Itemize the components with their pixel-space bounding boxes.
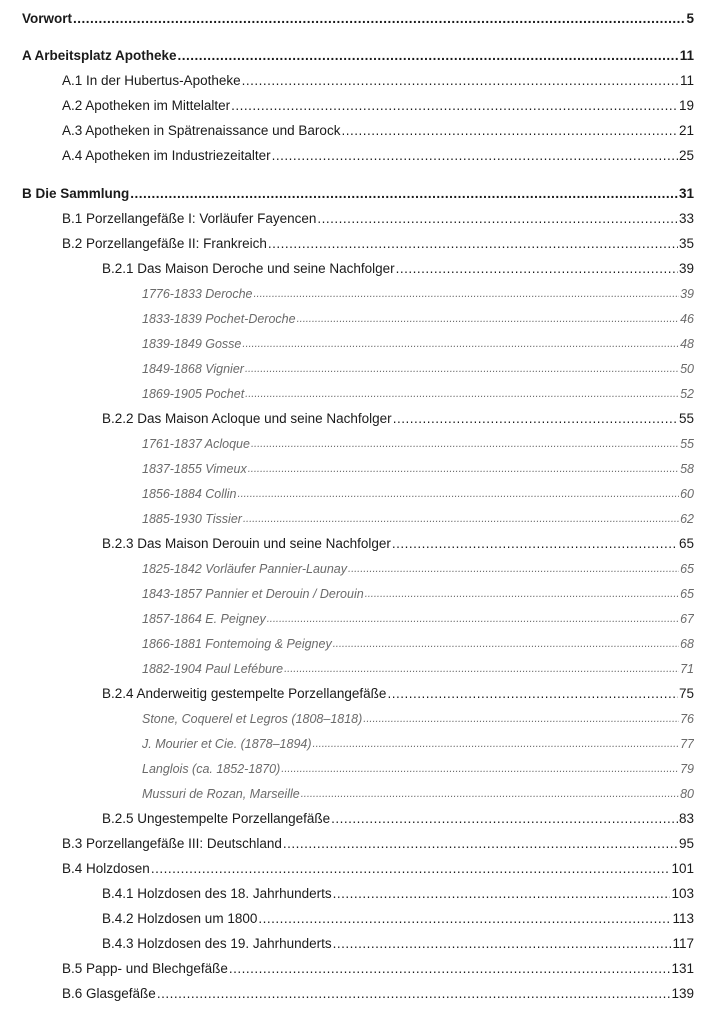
toc-entry-page: 62 — [680, 512, 694, 526]
toc-entry-page: 11 — [679, 48, 694, 63]
toc-entry-page: 67 — [680, 612, 694, 626]
toc-entry[interactable] — [62, 957, 694, 977]
toc-entry-title: A.4 Apotheken im Industriezeitalter — [62, 148, 271, 163]
toc-entry-title: 1856-1884 Collin — [142, 487, 237, 501]
toc-entry[interactable] — [142, 732, 694, 752]
dot-leader — [242, 73, 679, 89]
dot-leader — [251, 436, 679, 452]
dot-leader — [281, 761, 679, 777]
toc-entry-title: B.3 Porzellangefäße III: Deutschland — [62, 836, 282, 851]
toc-entry[interactable] — [102, 257, 694, 277]
toc-entry-page: 35 — [678, 236, 694, 251]
toc-entry-page: 60 — [680, 487, 694, 501]
toc-entry-title: Stone, Coquerel et Legros (1808–1818) — [142, 712, 363, 726]
toc-entry[interactable] — [102, 532, 694, 552]
toc-entry[interactable] — [142, 757, 694, 777]
dot-leader — [248, 461, 679, 477]
toc-entry-page: 11 — [679, 73, 694, 88]
toc-entry[interactable] — [62, 94, 694, 114]
dot-leader — [396, 261, 678, 277]
toc-entry-title: A.1 In der Hubertus-Apotheke — [62, 73, 241, 88]
toc-entry-page: 5 — [686, 11, 694, 26]
toc-entry[interactable] — [142, 357, 694, 377]
toc-entry-page: 31 — [678, 186, 694, 201]
toc-entry-title: B.2.3 Das Maison Derouin und seine Nachfolger — [102, 536, 391, 551]
toc-entry-page: 55 — [680, 437, 694, 451]
toc-entry-title: 1869-1905 Pochet — [142, 387, 245, 401]
dot-leader — [243, 511, 679, 527]
toc-entry-page: 25 — [678, 148, 694, 163]
dot-leader — [254, 286, 680, 302]
toc-entry-page: 113 — [672, 911, 694, 926]
toc-entry[interactable] — [142, 282, 694, 302]
toc-entry[interactable] — [142, 382, 694, 402]
toc-entry-title: B.2.5 Ungestempelte Porzellangefäße — [102, 811, 331, 826]
dot-leader — [231, 98, 678, 114]
toc-entry[interactable] — [142, 707, 694, 727]
toc-entry[interactable] — [142, 632, 694, 652]
dot-leader — [393, 411, 678, 427]
toc-entry-page: 65 — [680, 587, 694, 601]
toc-entry[interactable] — [142, 657, 694, 677]
toc-entry[interactable] — [142, 557, 694, 577]
toc-entry[interactable] — [102, 907, 694, 927]
dot-leader — [267, 611, 679, 627]
toc-entry-title: 1837-1855 Vimeux — [142, 462, 247, 476]
toc-entry-page: 46 — [680, 312, 694, 326]
dot-leader — [238, 486, 680, 502]
toc-entry[interactable] — [62, 232, 694, 252]
toc-entry-page: 39 — [680, 287, 694, 301]
dot-leader — [229, 961, 671, 977]
toc-entry-title: B.6 Glasgefäße — [62, 986, 156, 1001]
toc-entry[interactable] — [102, 407, 694, 427]
toc-entry[interactable] — [62, 69, 694, 89]
toc-entry-title: B.2.2 Das Maison Acloque und seine Nachfolger — [102, 411, 392, 426]
toc-entry-title: 1761-1837 Acloque — [142, 437, 250, 451]
toc-entry-title: A Arbeitsplatz Apotheke — [22, 48, 177, 63]
dot-leader — [331, 811, 678, 827]
toc-entry-page: 39 — [678, 261, 694, 276]
toc-entry[interactable] — [62, 144, 694, 164]
dot-leader — [363, 711, 679, 727]
dot-leader — [348, 561, 679, 577]
toc-entry-title: 1866-1881 Fontemoing & Peigney — [142, 637, 332, 651]
toc-entry-title: B.4.2 Holzdosen um 1800 — [102, 911, 258, 926]
dot-leader — [297, 311, 680, 327]
toc-entry-page: 68 — [680, 637, 694, 651]
toc-entry-page: 95 — [678, 836, 694, 851]
toc-entry-title: B.4.1 Holzdosen des 18. Jahrhunderts — [102, 886, 332, 901]
dot-leader — [317, 211, 678, 227]
dot-leader — [333, 936, 672, 952]
toc-entry[interactable] — [142, 507, 694, 527]
toc-entry-title: 1839-1849 Gosse — [142, 337, 242, 351]
dot-leader — [268, 236, 678, 252]
toc-entry[interactable] — [142, 782, 694, 802]
toc-entry-title: B.1 Porzellangefäße I: Vorläufer Fayencen — [62, 211, 317, 226]
toc-entry[interactable] — [22, 182, 694, 202]
toc-entry-page: 117 — [672, 936, 694, 951]
dot-leader — [284, 661, 679, 677]
toc-entry-page: 83 — [678, 811, 694, 826]
dot-leader — [313, 736, 680, 752]
toc-entry[interactable] — [62, 832, 694, 852]
toc-entry[interactable] — [142, 307, 694, 327]
toc-entry-page: 33 — [678, 211, 694, 226]
toc-entry-page: 77 — [680, 737, 694, 751]
toc-entry-title: J. Mourier et Cie. (1878–1894) — [142, 737, 312, 751]
toc-entry-title: B.2.4 Anderweitig gestempelte Porzellangefäße — [102, 686, 387, 701]
toc-entry[interactable] — [142, 332, 694, 352]
toc-entry[interactable] — [102, 882, 694, 902]
dot-leader — [333, 886, 671, 902]
dot-leader — [245, 386, 679, 402]
toc-entry-title: 1882-1904 Paul Lefébure — [142, 662, 284, 676]
toc-entry-title: 1776-1833 Deroche — [142, 287, 253, 301]
dot-leader — [333, 636, 679, 652]
toc-entry-title: 1885-1930 Tissier — [142, 512, 242, 526]
toc-entry[interactable] — [142, 607, 694, 627]
toc-entry[interactable] — [102, 807, 694, 827]
dot-leader — [157, 986, 671, 1002]
dot-leader — [242, 336, 679, 352]
toc-entry-page: 79 — [680, 762, 694, 776]
toc-entry[interactable] — [22, 7, 694, 27]
toc-entry-title: A.3 Apotheken in Spätrenaissance und Barock — [62, 123, 341, 138]
dot-leader — [151, 861, 671, 877]
toc-entry-page: 58 — [680, 462, 694, 476]
toc-entry-page: 131 — [671, 961, 694, 976]
dot-leader — [258, 911, 671, 927]
toc-entry[interactable] — [22, 44, 694, 64]
toc-entry[interactable] — [142, 482, 694, 502]
toc-entry[interactable] — [62, 207, 694, 227]
toc-entry-page: 101 — [671, 861, 694, 876]
toc-entry-title: B.4 Holzdosen — [62, 861, 150, 876]
toc-entry-title: 1849-1868 Vignier — [142, 362, 244, 376]
toc-entry-title: B.4.3 Holzdosen des 19. Jahrhunderts — [102, 936, 332, 951]
toc-entry-page: 50 — [680, 362, 694, 376]
toc-entry[interactable] — [62, 982, 694, 1002]
toc-entry-page: 19 — [678, 98, 694, 113]
dot-leader — [130, 186, 678, 202]
toc-entry-page: 48 — [680, 337, 694, 351]
toc-entry-title: Vorwort — [22, 11, 72, 26]
toc-entry[interactable] — [62, 857, 694, 877]
toc-entry[interactable] — [62, 119, 694, 139]
toc-entry-page: 80 — [680, 787, 694, 801]
dot-leader — [392, 536, 678, 552]
toc-entry-page: 65 — [678, 536, 694, 551]
toc-entry[interactable] — [102, 682, 694, 702]
toc-entry-title: 1857-1864 E. Peigney — [142, 612, 266, 626]
toc-entry[interactable] — [142, 457, 694, 477]
toc-entry-title: B.2 Porzellangefäße II: Frankreich — [62, 236, 267, 251]
dot-leader — [245, 361, 679, 377]
dot-leader — [272, 148, 678, 164]
dot-leader — [365, 586, 679, 602]
toc-entry[interactable] — [102, 932, 694, 952]
toc-entry-page: 75 — [678, 686, 694, 701]
toc-entry-page: 65 — [680, 562, 694, 576]
toc-entry-page: 139 — [671, 986, 694, 1001]
toc-entry-title: 1825-1842 Vorläufer Pannier-Launay — [142, 562, 348, 576]
dot-leader — [178, 48, 679, 64]
toc-entry-page: 71 — [680, 662, 694, 676]
toc-entry-title: 1833-1839 Pochet-Deroche — [142, 312, 296, 326]
dot-leader — [301, 786, 679, 802]
toc-entry-title: Langlois (ca. 1852-1870) — [142, 762, 281, 776]
dot-leader — [283, 836, 678, 852]
toc-entry[interactable] — [142, 582, 694, 602]
toc-entry-page: 103 — [671, 886, 694, 901]
dot-leader — [341, 123, 678, 139]
dot-leader — [73, 11, 685, 27]
toc-entry-page: 55 — [678, 411, 694, 426]
toc-entry-title: Mussuri de Rozan, Marseille — [142, 787, 300, 801]
toc-entry-title: B.2.1 Das Maison Deroche und seine Nachfolger — [102, 261, 395, 276]
toc-entry-title: A.2 Apotheken im Mittelalter — [62, 98, 231, 113]
toc-entry-title: B Die Sammlung — [22, 186, 130, 201]
toc-entry-title: B.5 Papp- und Blechgefäße — [62, 961, 228, 976]
toc-entry-title: 1843-1857 Pannier et Derouin / Derouin — [142, 587, 364, 601]
toc-entry-page: 52 — [680, 387, 694, 401]
toc-entry-page: 21 — [678, 123, 694, 138]
dot-leader — [387, 686, 678, 702]
toc-entry[interactable] — [142, 432, 694, 452]
toc-entry-page: 76 — [680, 712, 694, 726]
